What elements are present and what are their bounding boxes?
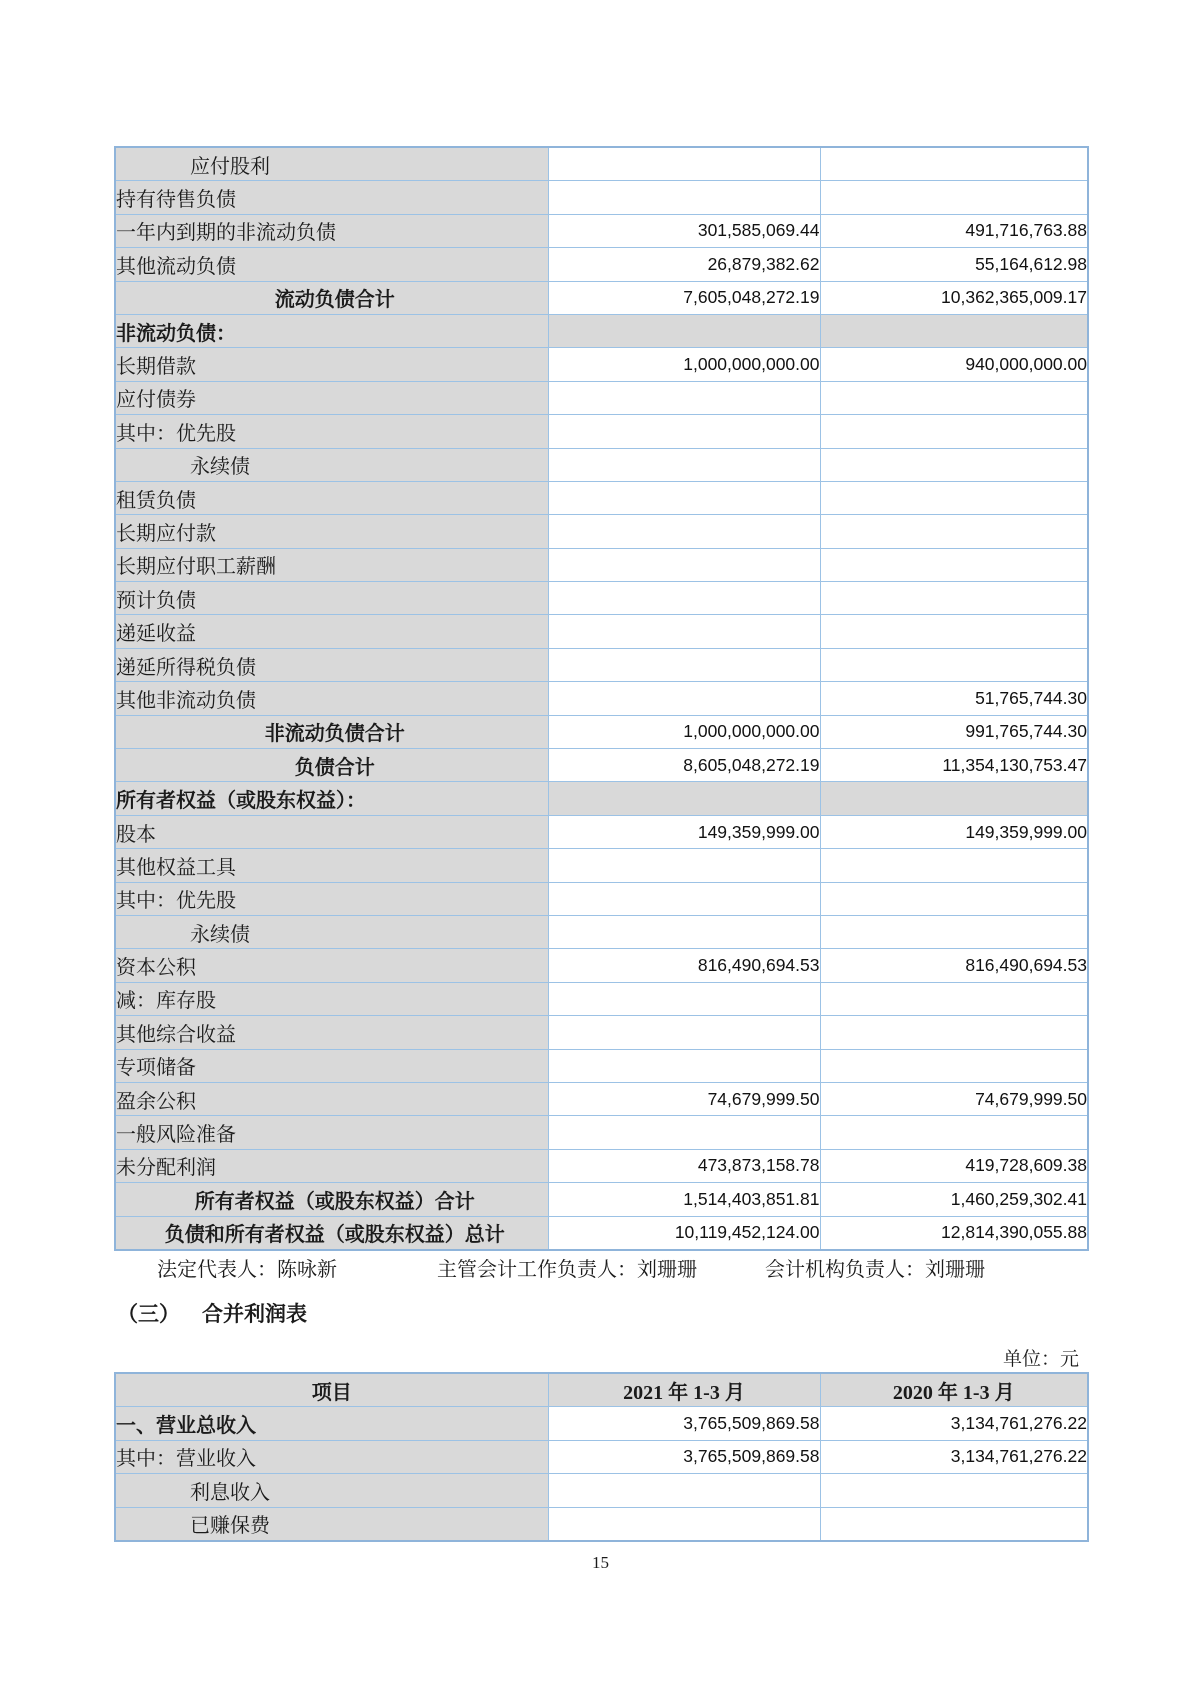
- value-2021-cell: 3,765,509,869.58: [548, 1440, 820, 1473]
- value-2020-cell: [820, 648, 1088, 681]
- value-2021-cell: [548, 682, 820, 715]
- value-2021-cell: [548, 582, 820, 615]
- value-2021-cell: 149,359,999.00: [548, 815, 820, 848]
- table-row: [115, 381, 1088, 414]
- value-2021-cell: [548, 147, 820, 181]
- item-label-cell: 减：库存股: [115, 982, 548, 1015]
- value-2021-cell: [548, 915, 820, 948]
- table-row: [115, 1082, 1088, 1115]
- value-2020-cell: [820, 381, 1088, 414]
- value-2020-cell: 12,814,390,055.88: [820, 1216, 1088, 1250]
- table-row: [115, 147, 1088, 181]
- value-2020-cell: [820, 882, 1088, 915]
- item-label-cell: 递延所得税负债: [115, 648, 548, 681]
- value-2021-cell: 1,514,403,851.81: [548, 1183, 820, 1216]
- table-row: [115, 782, 1088, 815]
- value-2020-cell: 491,716,763.88: [820, 214, 1088, 247]
- table-row: [115, 281, 1088, 314]
- value-2021-cell: [548, 1474, 820, 1507]
- table-row: [115, 314, 1088, 347]
- value-2020-cell: [820, 1507, 1088, 1541]
- table-row: [115, 682, 1088, 715]
- value-2021-cell: [548, 314, 820, 347]
- table-row: [115, 648, 1088, 681]
- value-2020-cell: [820, 548, 1088, 581]
- item-label-cell: 应付债券: [115, 381, 548, 414]
- value-2020-cell: 991,765,744.30: [820, 715, 1088, 748]
- value-2020-cell: 11,354,130,753.47: [820, 749, 1088, 782]
- signature-line: [0, 1253, 1200, 1281]
- value-2021-cell: 74,679,999.50: [548, 1082, 820, 1115]
- value-2020-cell: [820, 448, 1088, 481]
- value-2021-cell: 8,605,048,272.19: [548, 749, 820, 782]
- balance-sheet-table: [114, 146, 1089, 1251]
- value-2020-cell: [820, 615, 1088, 648]
- value-2020-cell: [820, 147, 1088, 181]
- table-row: [115, 1440, 1088, 1473]
- item-label-cell: 负债合计: [115, 749, 548, 782]
- value-2021-cell: 1,000,000,000.00: [548, 348, 820, 381]
- value-2021-cell: [548, 381, 820, 414]
- table-row: [115, 448, 1088, 481]
- value-2021-cell: [548, 615, 820, 648]
- value-2021-cell: [548, 548, 820, 581]
- value-2020-cell: 3,134,761,276.22: [820, 1440, 1088, 1473]
- item-label-cell: 长期借款: [115, 348, 548, 381]
- value-2020-cell: [820, 1016, 1088, 1049]
- table-row: [115, 815, 1088, 848]
- value-2020-cell: 149,359,999.00: [820, 815, 1088, 848]
- value-2021-cell: [548, 481, 820, 514]
- table-row: [115, 1183, 1088, 1216]
- item-label-cell: 其他权益工具: [115, 849, 548, 882]
- value-2021-cell: [548, 1116, 820, 1149]
- table-row: [115, 481, 1088, 514]
- item-label-cell: 已赚保费: [115, 1507, 548, 1541]
- value-2021-cell: [548, 1507, 820, 1541]
- value-2020-cell: 816,490,694.53: [820, 949, 1088, 982]
- table-row: [115, 1474, 1088, 1507]
- item-label-cell: 预计负债: [115, 582, 548, 615]
- table-row: [115, 915, 1088, 948]
- item-label-cell: 其中：优先股: [115, 415, 548, 448]
- value-2020-cell: 940,000,000.00: [820, 348, 1088, 381]
- table-row: [115, 1049, 1088, 1082]
- item-label-cell: 利息收入: [115, 1474, 548, 1507]
- item-label-cell: 一般风险准备: [115, 1116, 548, 1149]
- table-row: [115, 515, 1088, 548]
- table-header-row: [115, 1373, 1088, 1407]
- value-2020-cell: [820, 1049, 1088, 1082]
- item-label-cell: 长期应付职工薪酬: [115, 548, 548, 581]
- value-2021-cell: [548, 1049, 820, 1082]
- column-header-cell: 2020 年 1-3 月: [820, 1373, 1088, 1407]
- table-row: [115, 615, 1088, 648]
- accounting-org-head-label: 会计机构负责人：刘珊珊: [765, 1259, 985, 1281]
- table-row: [115, 715, 1088, 748]
- value-2021-cell: 816,490,694.53: [548, 949, 820, 982]
- value-2021-cell: [548, 982, 820, 1015]
- item-label-cell: 其他综合收益: [115, 1016, 548, 1049]
- value-2021-cell: 301,585,069.44: [548, 214, 820, 247]
- table-row: [115, 1016, 1088, 1049]
- value-2020-cell: 419,728,609.38: [820, 1149, 1088, 1182]
- value-2021-cell: [548, 515, 820, 548]
- column-header-cell: 项目: [115, 1373, 548, 1407]
- value-2020-cell: [820, 782, 1088, 815]
- value-2021-cell: 473,873,158.78: [548, 1149, 820, 1182]
- unit-label: 单位：元: [1002, 1349, 1079, 1370]
- value-2021-cell: [548, 181, 820, 214]
- value-2021-cell: [548, 882, 820, 915]
- column-header-cell: 2021 年 1-3 月: [548, 1373, 820, 1407]
- item-label-cell: 永续债: [115, 448, 548, 481]
- table-row: [115, 749, 1088, 782]
- item-label-cell: 一年内到期的非流动负债: [115, 214, 548, 247]
- section-number: （三）: [117, 1302, 180, 1326]
- value-2021-cell: 1,000,000,000.00: [548, 715, 820, 748]
- table-row: [115, 348, 1088, 381]
- section-title: 合并利润表: [202, 1302, 307, 1326]
- value-2021-cell: [548, 448, 820, 481]
- item-label-cell: 非流动负债：: [115, 314, 548, 347]
- item-label-cell: 流动负债合计: [115, 281, 548, 314]
- value-2020-cell: [820, 1116, 1088, 1149]
- table-row: [115, 1149, 1088, 1182]
- item-label-cell: 永续债: [115, 915, 548, 948]
- table-row: [115, 248, 1088, 281]
- value-2020-cell: [820, 181, 1088, 214]
- value-2021-cell: [548, 1016, 820, 1049]
- chief-accountant-label: 主管会计工作负责人：刘珊珊: [437, 1259, 697, 1281]
- item-label-cell: 专项储备: [115, 1049, 548, 1082]
- item-label-cell: 盈余公积: [115, 1082, 548, 1115]
- table-row: [115, 882, 1088, 915]
- value-2020-cell: 3,134,761,276.22: [820, 1407, 1088, 1440]
- item-label-cell: 所有者权益（或股东权益）合计: [115, 1183, 548, 1216]
- table-row: [115, 1507, 1088, 1541]
- income-statement-table: [114, 1372, 1089, 1542]
- item-label-cell: 股本: [115, 815, 548, 848]
- value-2021-cell: 26,879,382.62: [548, 248, 820, 281]
- item-label-cell: 其中：优先股: [115, 882, 548, 915]
- item-label-cell: 负债和所有者权益（或股东权益）总计: [115, 1216, 548, 1250]
- item-label-cell: 未分配利润: [115, 1149, 548, 1182]
- value-2020-cell: 74,679,999.50: [820, 1082, 1088, 1115]
- value-2020-cell: [820, 982, 1088, 1015]
- table-row: [115, 415, 1088, 448]
- section-heading: [117, 1298, 307, 1328]
- table-row: [115, 548, 1088, 581]
- item-label-cell: 其中：营业收入: [115, 1440, 548, 1473]
- value-2020-cell: [820, 582, 1088, 615]
- item-label-cell: 其他流动负债: [115, 248, 548, 281]
- value-2021-cell: [548, 782, 820, 815]
- item-label-cell: 应付股利: [115, 147, 548, 181]
- item-label-cell: 租赁负债: [115, 481, 548, 514]
- table-row: [115, 214, 1088, 247]
- value-2021-cell: 3,765,509,869.58: [548, 1407, 820, 1440]
- item-label-cell: 所有者权益（或股东权益）：: [115, 782, 548, 815]
- item-label-cell: 资本公积: [115, 949, 548, 982]
- item-label-cell: 递延收益: [115, 615, 548, 648]
- value-2021-cell: [548, 415, 820, 448]
- item-label-cell: 其他非流动负债: [115, 682, 548, 715]
- table-row: [115, 982, 1088, 1015]
- item-label-cell: 非流动负债合计: [115, 715, 548, 748]
- table-row: [115, 849, 1088, 882]
- table-row: [115, 949, 1088, 982]
- value-2021-cell: [548, 849, 820, 882]
- value-2020-cell: [820, 849, 1088, 882]
- item-label-cell: 长期应付款: [115, 515, 548, 548]
- table-row: [115, 1216, 1088, 1250]
- value-2021-cell: 10,119,452,124.00: [548, 1216, 820, 1250]
- table-row: [115, 1116, 1088, 1149]
- value-2020-cell: [820, 915, 1088, 948]
- legal-representative-label: 法定代表人：陈咏新: [157, 1259, 337, 1281]
- table-row: [115, 582, 1088, 615]
- value-2020-cell: [820, 415, 1088, 448]
- page-number: 15: [592, 1553, 609, 1572]
- item-label-cell: 持有待售负债: [115, 181, 548, 214]
- table-row: [115, 181, 1088, 214]
- value-2021-cell: [548, 648, 820, 681]
- value-2020-cell: [820, 1474, 1088, 1507]
- value-2020-cell: 10,362,365,009.17: [820, 281, 1088, 314]
- value-2020-cell: 51,765,744.30: [820, 682, 1088, 715]
- value-2021-cell: 7,605,048,272.19: [548, 281, 820, 314]
- table-row: [115, 1407, 1088, 1440]
- value-2020-cell: [820, 481, 1088, 514]
- value-2020-cell: 1,460,259,302.41: [820, 1183, 1088, 1216]
- value-2020-cell: [820, 314, 1088, 347]
- value-2020-cell: 55,164,612.98: [820, 248, 1088, 281]
- item-label-cell: 一、营业总收入: [115, 1407, 548, 1440]
- value-2020-cell: [820, 515, 1088, 548]
